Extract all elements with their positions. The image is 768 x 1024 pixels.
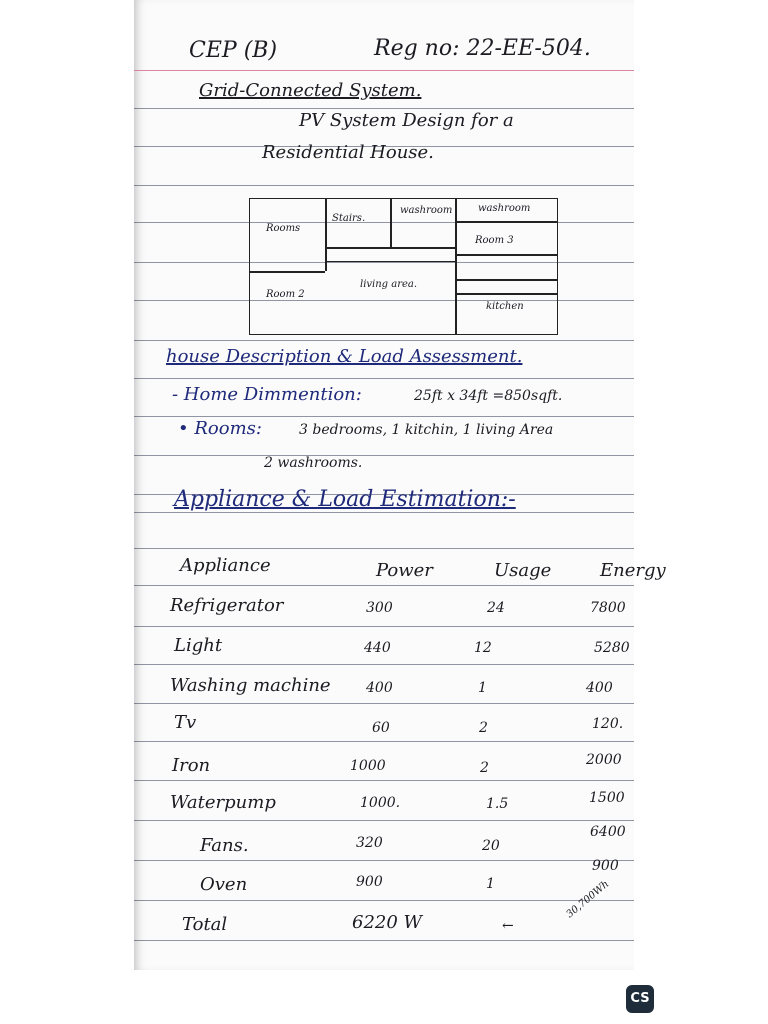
room-label: kitchen	[486, 301, 524, 312]
total-label: Total	[182, 914, 228, 935]
row-5-usage: 2	[480, 760, 489, 776]
row-8-usage: 1	[486, 876, 495, 892]
row-7-power: 320	[356, 835, 383, 851]
row-4-energy: 120.	[592, 716, 624, 732]
row-7-appliance: Fans.	[200, 835, 249, 856]
col-header-energy: Energy	[600, 560, 666, 581]
row-5-energy: 2000	[586, 752, 622, 768]
room-label: Stairs.	[332, 213, 366, 224]
row-2-energy: 5280	[594, 640, 630, 656]
row-3-power: 400	[366, 680, 393, 696]
row-1-energy: 7800	[590, 600, 626, 616]
total-energy: 30,700Wh	[564, 878, 612, 921]
room-label: living area.	[360, 279, 418, 290]
row-5-appliance: Iron	[172, 755, 211, 776]
row-7-usage: 20	[482, 838, 500, 854]
row-5-power: 1000	[350, 758, 386, 774]
description-title: house Description & Load Assessment.	[166, 346, 523, 367]
col-header-usage: Usage	[494, 560, 552, 581]
row-6-energy: 1500	[589, 790, 625, 806]
row-6-power: 1000.	[360, 795, 401, 811]
row-7-energy: 6400	[590, 824, 626, 840]
row-1-appliance: Refrigerator	[170, 595, 284, 616]
rooms-value: 3 bedrooms, 1 kitchin, 1 living Area	[299, 422, 554, 438]
rooms-label: • Rooms:	[178, 418, 262, 439]
room-label: washroom	[400, 205, 453, 216]
row-2-usage: 12	[474, 640, 492, 656]
floor-plan	[249, 198, 558, 335]
total-arrow: ←	[502, 918, 514, 934]
row-8-power: 900	[356, 874, 383, 890]
room-label: Rooms	[266, 223, 301, 234]
row-1-power: 300	[366, 600, 393, 616]
row-3-appliance: Washing machine	[170, 675, 331, 696]
page-title: CEP (B)	[189, 38, 278, 63]
row-4-usage: 2	[479, 720, 488, 736]
row-8-appliance: Oven	[200, 874, 248, 895]
row-2-power: 440	[364, 640, 391, 656]
camscanner-logo: CS	[626, 985, 654, 1013]
heading-line-1: Grid-Connected System.	[199, 80, 422, 101]
reg-number: Reg no: 22-EE-504.	[374, 36, 591, 61]
notebook-page	[134, 0, 666, 970]
row-6-usage: 1.5	[486, 796, 509, 812]
heading-line-3: Residential House.	[262, 142, 434, 163]
room-label: washroom	[478, 203, 531, 214]
row-4-appliance: Tv	[174, 712, 197, 733]
dimension-label: - Home Dimmention:	[172, 384, 362, 405]
col-header-power: Power	[376, 560, 433, 581]
row-3-usage: 1	[478, 680, 487, 696]
row-1-usage: 24	[487, 600, 505, 616]
heading-line-2: PV System Design for a	[299, 110, 514, 131]
section-title: Appliance & Load Estimation:-	[174, 487, 516, 512]
dimension-value: 25ft x 34ft =850sqft.	[414, 388, 563, 404]
room-label: Room 3	[475, 235, 514, 246]
total-power: 6220 W	[352, 912, 423, 933]
row-3-energy: 400	[586, 680, 613, 696]
top-margin-line	[134, 70, 634, 71]
room-label: Room 2	[266, 289, 305, 300]
row-6-appliance: Waterpump	[170, 792, 276, 813]
row-8-energy: 900	[592, 858, 619, 874]
row-4-power: 60	[372, 720, 390, 736]
row-2-appliance: Light	[174, 635, 223, 656]
col-header-appliance: Appliance	[180, 555, 271, 576]
rooms-value-2: 2 washrooms.	[264, 455, 363, 471]
